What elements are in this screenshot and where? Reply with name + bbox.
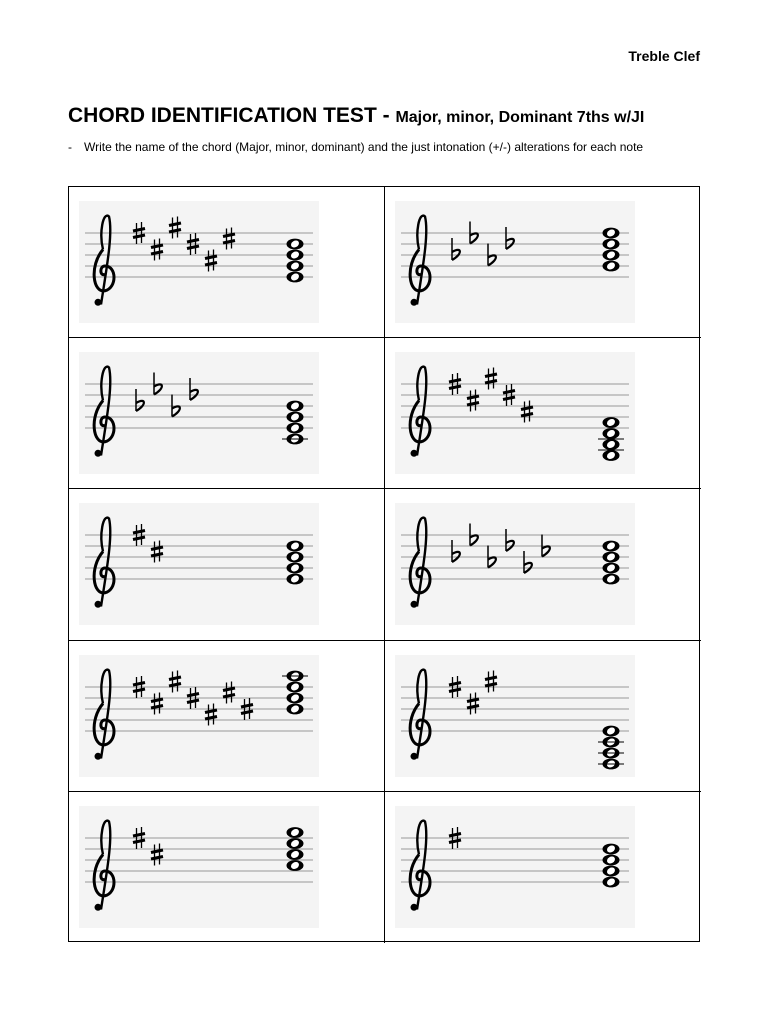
- chord-exercise: [69, 187, 385, 338]
- staff: [79, 503, 319, 625]
- sharp-icon: [521, 401, 533, 423]
- staff-image: [79, 655, 319, 777]
- sharp-icon: [485, 368, 497, 390]
- treble-clef-icon: [94, 216, 114, 306]
- flat-icon: [452, 238, 460, 260]
- chord-exercise: [69, 641, 385, 792]
- sharp-icon: [205, 250, 217, 272]
- flat-icon: [190, 378, 198, 400]
- treble-clef-icon: [94, 820, 114, 910]
- treble-clef-icon: [94, 669, 114, 759]
- chord-exercise: [69, 792, 385, 943]
- staff-image: [395, 503, 635, 625]
- sharp-icon: [151, 843, 163, 865]
- staff: [79, 806, 319, 928]
- sharp-icon: [467, 390, 479, 412]
- treble-clef-icon: [410, 820, 430, 910]
- treble-clef-icon: [410, 669, 430, 759]
- sharp-icon: [223, 681, 235, 703]
- flat-icon: [136, 389, 144, 411]
- staff: [79, 201, 319, 323]
- treble-clef-icon: [410, 518, 430, 608]
- instruction-bullet: -: [68, 140, 72, 154]
- treble-clef-icon: [410, 367, 430, 457]
- staff: [395, 352, 635, 474]
- sharp-icon: [151, 692, 163, 714]
- treble-clef-icon: [410, 216, 430, 306]
- treble-clef-icon: [94, 367, 114, 457]
- clef-label: Treble Clef: [628, 48, 700, 64]
- sharp-icon: [151, 541, 163, 563]
- title-subtitle: Major, minor, Dominant 7ths w/JI: [395, 109, 645, 126]
- instruction-text: Write the name of the chord (Major, minor, dominant) and the just intonation (+/-) alterations for each note: [84, 140, 644, 154]
- staff: [395, 503, 635, 625]
- sharp-icon: [223, 228, 235, 250]
- chord-exercise: [69, 338, 385, 489]
- flat-icon: [506, 529, 514, 551]
- staff: [395, 655, 635, 777]
- title-main: CHORD IDENTIFICATION TEST: [68, 104, 377, 127]
- sharp-icon: [467, 692, 479, 714]
- flat-icon: [524, 551, 532, 573]
- staff-image: [79, 352, 319, 474]
- staff-image: [395, 806, 635, 928]
- chord-exercise: [385, 187, 701, 338]
- staff: [395, 806, 635, 928]
- chord-exercise: [385, 792, 701, 943]
- title-separator: -: [376, 104, 396, 127]
- staff-image: [395, 201, 635, 323]
- treble-clef-icon: [94, 518, 114, 608]
- staff-image: [79, 806, 319, 928]
- sharp-icon: [169, 217, 181, 239]
- flat-icon: [452, 540, 460, 562]
- chord-exercise: [385, 338, 701, 489]
- page-title: [68, 104, 644, 128]
- sharp-icon: [151, 239, 163, 261]
- staff: [79, 655, 319, 777]
- sharp-icon: [205, 703, 217, 725]
- staff-image: [79, 503, 319, 625]
- chord-exercise: [385, 489, 701, 640]
- sharp-icon: [485, 670, 497, 692]
- chord-exercise: [69, 489, 385, 640]
- staff: [79, 352, 319, 474]
- staff-image: [79, 201, 319, 323]
- sharp-icon: [169, 670, 181, 692]
- staff: [395, 201, 635, 323]
- chord-exercise: [385, 641, 701, 792]
- staff-image: [395, 655, 635, 777]
- exercise-grid: [68, 186, 700, 942]
- flat-icon: [506, 227, 514, 249]
- instructions: [68, 140, 643, 154]
- staff-image: [395, 352, 635, 474]
